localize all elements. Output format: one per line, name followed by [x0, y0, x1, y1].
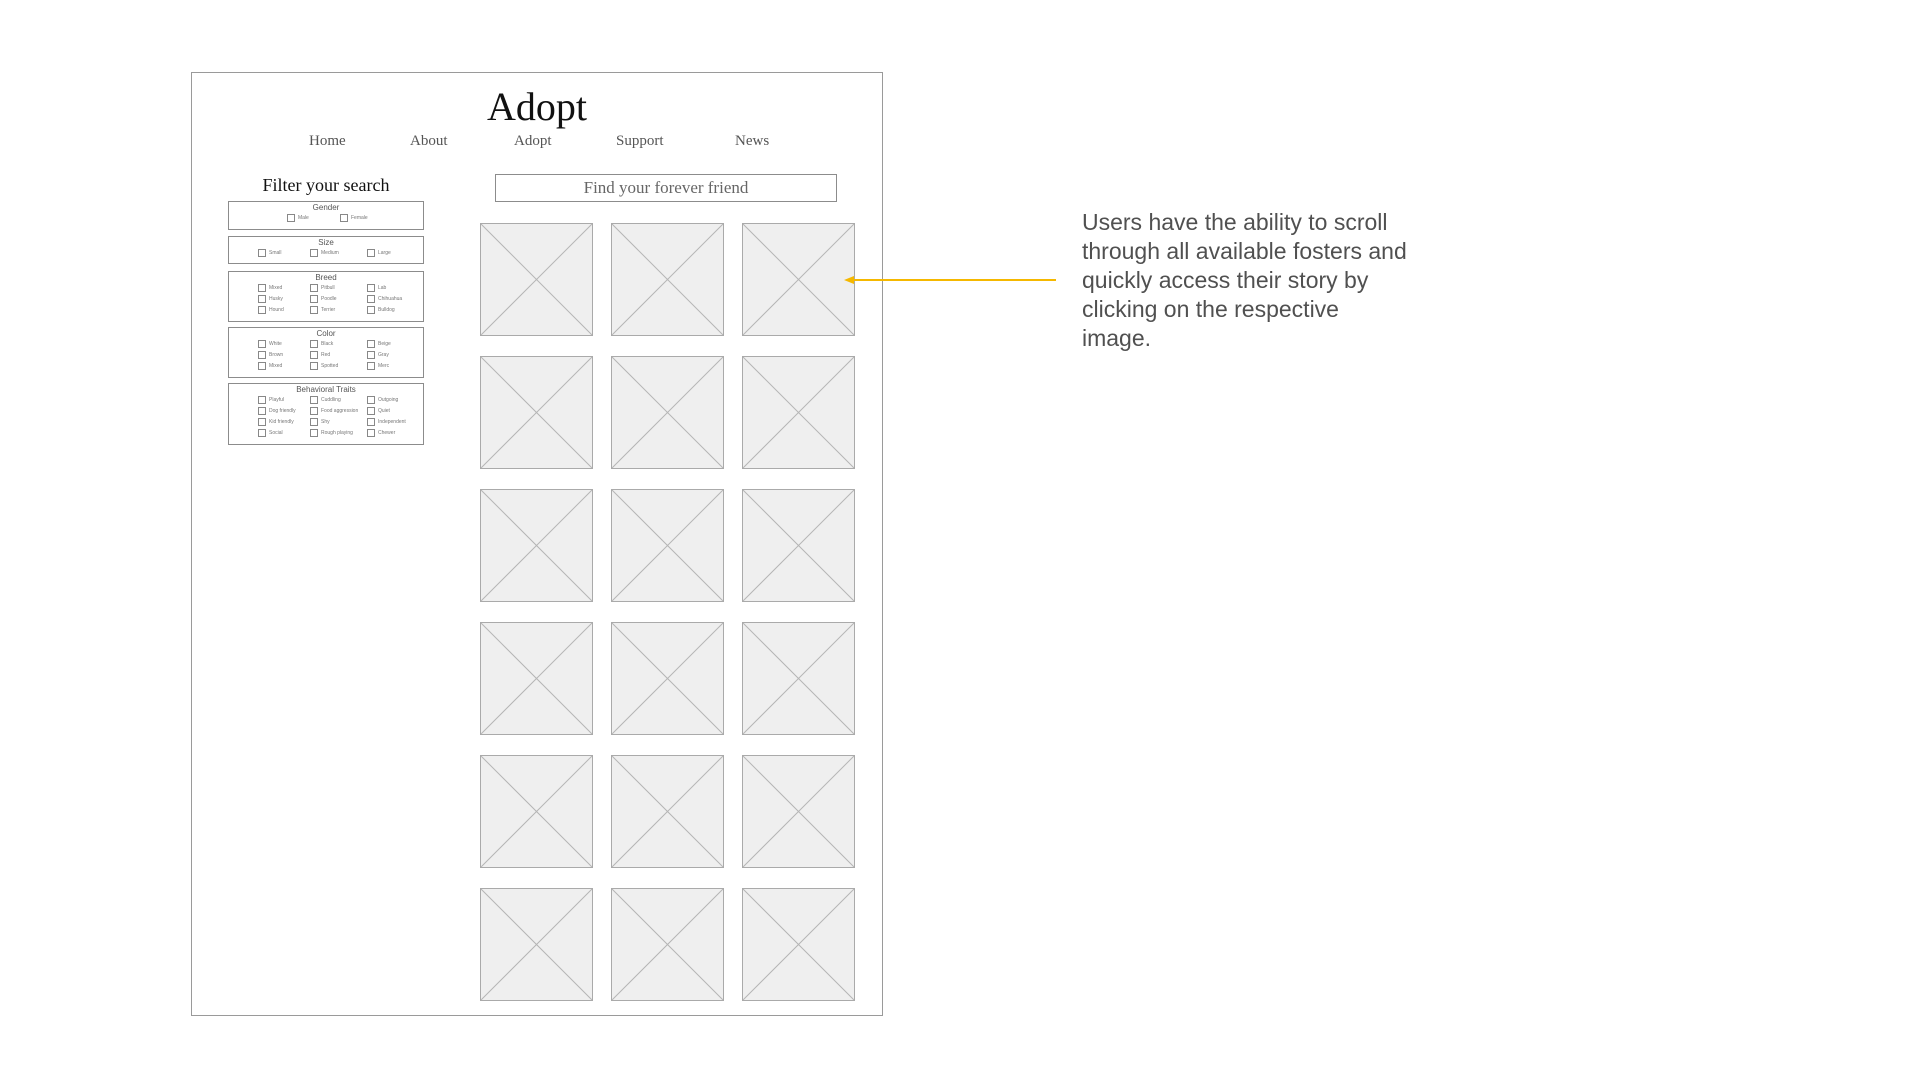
image-placeholder-icon	[481, 357, 592, 468]
checkbox[interactable]	[367, 396, 375, 404]
filter-option[interactable]	[310, 417, 367, 427]
filter-option[interactable]	[258, 406, 310, 416]
filter-option-label: Playful	[269, 397, 285, 403]
filter-option-label: Black	[321, 341, 334, 347]
image-placeholder-icon	[612, 889, 723, 1000]
image-placeholder-icon	[612, 623, 723, 734]
filter-option[interactable]	[310, 428, 367, 438]
filter-option[interactable]	[258, 361, 310, 371]
filter-option-label: Female	[351, 215, 368, 221]
checkbox[interactable]	[258, 306, 266, 314]
filter-option-label: Terrier	[321, 307, 336, 313]
filter-option-label: Outgoing	[378, 397, 399, 403]
foster-image-tile[interactable]	[480, 888, 593, 1001]
checkbox[interactable]	[258, 362, 266, 370]
image-placeholder-icon	[743, 623, 854, 734]
filter-option-label: Husky	[269, 296, 283, 302]
checkbox[interactable]	[310, 340, 318, 348]
filter-option[interactable]	[367, 294, 427, 304]
search-input[interactable]: Find your forever friend	[495, 174, 837, 202]
foster-image-tile[interactable]	[480, 356, 593, 469]
filter-option-label: Spotted	[321, 363, 339, 369]
checkbox[interactable]	[367, 418, 375, 426]
filter-option[interactable]	[258, 417, 310, 427]
filter-option[interactable]	[367, 395, 427, 405]
filter-group-size	[228, 236, 424, 264]
filter-option[interactable]	[367, 248, 427, 258]
filter-option-label: Chihuahua	[378, 296, 403, 302]
checkbox[interactable]	[367, 340, 375, 348]
filter-option-label: Small	[269, 250, 282, 256]
filter-option-label: Kid friendly	[269, 419, 294, 425]
checkbox[interactable]	[367, 295, 375, 303]
filter-option-label: Quiet	[378, 408, 390, 414]
checkbox[interactable]	[310, 351, 318, 359]
checkbox[interactable]	[310, 306, 318, 314]
filter-option[interactable]	[310, 406, 367, 416]
filter-option-label: Beige	[378, 341, 391, 347]
filter-group-title: Color	[316, 329, 336, 338]
filter-option-label: Hound	[269, 307, 284, 313]
filter-option-label: Lab	[378, 285, 387, 291]
filter-group-title: Behavioral Traits	[296, 385, 356, 394]
annotation-arrow	[838, 270, 1058, 290]
filter-option-label: Rough playing	[321, 430, 353, 436]
page-title: Adopt	[487, 84, 587, 129]
image-placeholder-icon	[481, 224, 592, 335]
foster-image-tile[interactable]	[480, 755, 593, 868]
filter-option[interactable]	[340, 213, 400, 223]
filter-option[interactable]	[310, 395, 367, 405]
checkbox[interactable]	[258, 340, 266, 348]
filter-option-label: Male	[298, 215, 309, 221]
checkbox[interactable]	[310, 295, 318, 303]
filter-options	[229, 339, 423, 371]
checkbox[interactable]	[367, 362, 375, 370]
foster-image-tile[interactable]	[742, 755, 855, 868]
checkbox[interactable]	[310, 407, 318, 415]
image-placeholder-icon	[481, 623, 592, 734]
filter-option-label: Large	[378, 250, 391, 256]
main-nav	[192, 133, 882, 157]
foster-image-tile[interactable]	[611, 755, 724, 868]
filter-options	[229, 395, 423, 438]
filter-option-label: Cuddling	[321, 397, 341, 403]
filter-option[interactable]	[258, 305, 310, 315]
checkbox[interactable]	[310, 396, 318, 404]
filter-option[interactable]	[310, 248, 367, 258]
filter-option-label: Medium	[321, 250, 339, 256]
filter-option[interactable]	[258, 283, 310, 293]
filter-option-label: Pitbull	[321, 285, 335, 291]
checkbox[interactable]	[367, 249, 375, 257]
filter-option[interactable]	[367, 350, 427, 360]
filter-option[interactable]	[310, 361, 367, 371]
filter-option-label: Social	[269, 430, 283, 436]
foster-image-tile[interactable]	[742, 489, 855, 602]
filter-option-label: Independent	[378, 419, 406, 425]
filter-option-label: Poodle	[321, 296, 337, 302]
foster-image-tile[interactable]	[611, 356, 724, 469]
checkbox[interactable]	[310, 418, 318, 426]
foster-image-tile[interactable]	[480, 622, 593, 735]
nav-item-support[interactable]: Support	[616, 133, 664, 149]
filter-option-label: Shy	[321, 419, 330, 425]
filter-option[interactable]	[310, 350, 367, 360]
checkbox[interactable]	[258, 418, 266, 426]
annotation-text: Users have the ability to scroll through all available fosters and quickly access their story by clicking on the respective image.	[1082, 209, 1407, 351]
filter-option[interactable]	[258, 428, 310, 438]
foster-image-tile[interactable]	[742, 622, 855, 735]
checkbox[interactable]	[367, 284, 375, 292]
wireframe-page	[191, 72, 883, 1016]
foster-image-tile[interactable]	[480, 489, 593, 602]
nav-item-about[interactable]: About	[410, 133, 448, 149]
filter-option[interactable]	[367, 417, 427, 427]
foster-image-tile[interactable]	[480, 223, 593, 336]
foster-image-tile[interactable]	[611, 223, 724, 336]
checkbox[interactable]	[367, 407, 375, 415]
filter-option[interactable]	[367, 283, 427, 293]
filter-option[interactable]	[310, 339, 367, 349]
filter-option-label: Bulldog	[378, 307, 395, 313]
checkbox[interactable]	[258, 295, 266, 303]
filter-option[interactable]	[367, 361, 427, 371]
filter-group-behavioral-traits	[228, 383, 424, 445]
filter-options	[229, 283, 423, 315]
checkbox[interactable]	[367, 351, 375, 359]
filter-option[interactable]	[310, 294, 367, 304]
image-placeholder-icon	[743, 889, 854, 1000]
image-placeholder-icon	[481, 490, 592, 601]
foster-image-tile[interactable]	[611, 489, 724, 602]
filter-option[interactable]	[258, 350, 310, 360]
filter-option[interactable]	[310, 305, 367, 315]
filter-option[interactable]	[287, 213, 340, 223]
checkbox[interactable]	[310, 362, 318, 370]
checkbox[interactable]	[258, 396, 266, 404]
foster-image-tile[interactable]	[611, 622, 724, 735]
foster-image-tile[interactable]	[742, 356, 855, 469]
filter-option-label: Mixed	[269, 363, 283, 369]
filter-option-label: Chewer	[378, 430, 396, 436]
filter-option-label: Brown	[269, 352, 284, 358]
image-placeholder-icon	[481, 756, 592, 867]
filter-options	[229, 248, 423, 258]
filter-option[interactable]	[258, 339, 310, 349]
filter-option[interactable]	[258, 294, 310, 304]
checkbox[interactable]	[258, 429, 266, 437]
filter-title: Filter your search	[262, 175, 390, 195]
filter-options	[229, 213, 423, 223]
nav-item-adopt[interactable]: Adopt	[514, 133, 552, 149]
checkbox[interactable]	[258, 407, 266, 415]
foster-image-tile[interactable]	[611, 888, 724, 1001]
nav-item-home[interactable]: Home	[309, 133, 346, 149]
checkbox[interactable]	[287, 214, 295, 222]
filter-group-color	[228, 327, 424, 378]
filter-option[interactable]	[367, 305, 427, 315]
checkbox[interactable]	[258, 284, 266, 292]
nav-item-news[interactable]: News	[735, 133, 770, 149]
checkbox[interactable]	[367, 306, 375, 314]
filter-option-label: Red	[321, 352, 331, 358]
filter-group-title: Gender	[312, 203, 340, 212]
checkbox[interactable]	[340, 214, 348, 222]
filter-option[interactable]	[310, 283, 367, 293]
filter-option[interactable]	[367, 428, 427, 438]
filter-group-title: Size	[318, 238, 334, 247]
filter-option-label: Gray	[378, 352, 389, 358]
image-placeholder-icon	[743, 357, 854, 468]
filter-group-title: Breed	[315, 273, 337, 282]
image-placeholder-icon	[481, 889, 592, 1000]
filter-option-label: Merc	[378, 363, 390, 369]
filter-option-label: White	[269, 341, 282, 347]
checkbox[interactable]	[367, 429, 375, 437]
filter-option-label: Dog friendly	[269, 408, 296, 414]
checkbox[interactable]	[258, 249, 266, 257]
filter-option-label: Mixed	[269, 285, 283, 291]
foster-image-tile[interactable]	[742, 888, 855, 1001]
filter-option[interactable]	[258, 248, 310, 258]
filter-option[interactable]	[258, 395, 310, 405]
image-placeholder-icon	[743, 756, 854, 867]
filter-option-label: Food aggression	[321, 408, 359, 414]
filter-option[interactable]	[367, 339, 427, 349]
checkbox[interactable]	[258, 351, 266, 359]
filter-option[interactable]	[367, 406, 427, 416]
image-placeholder-icon	[612, 756, 723, 867]
image-placeholder-icon	[612, 490, 723, 601]
image-placeholder-icon	[612, 357, 723, 468]
image-placeholder-icon	[743, 490, 854, 601]
image-placeholder-icon	[612, 224, 723, 335]
checkbox[interactable]	[310, 429, 318, 437]
filter-group-breed	[228, 271, 424, 322]
checkbox[interactable]	[310, 284, 318, 292]
checkbox[interactable]	[310, 249, 318, 257]
filter-group-gender	[228, 201, 424, 230]
